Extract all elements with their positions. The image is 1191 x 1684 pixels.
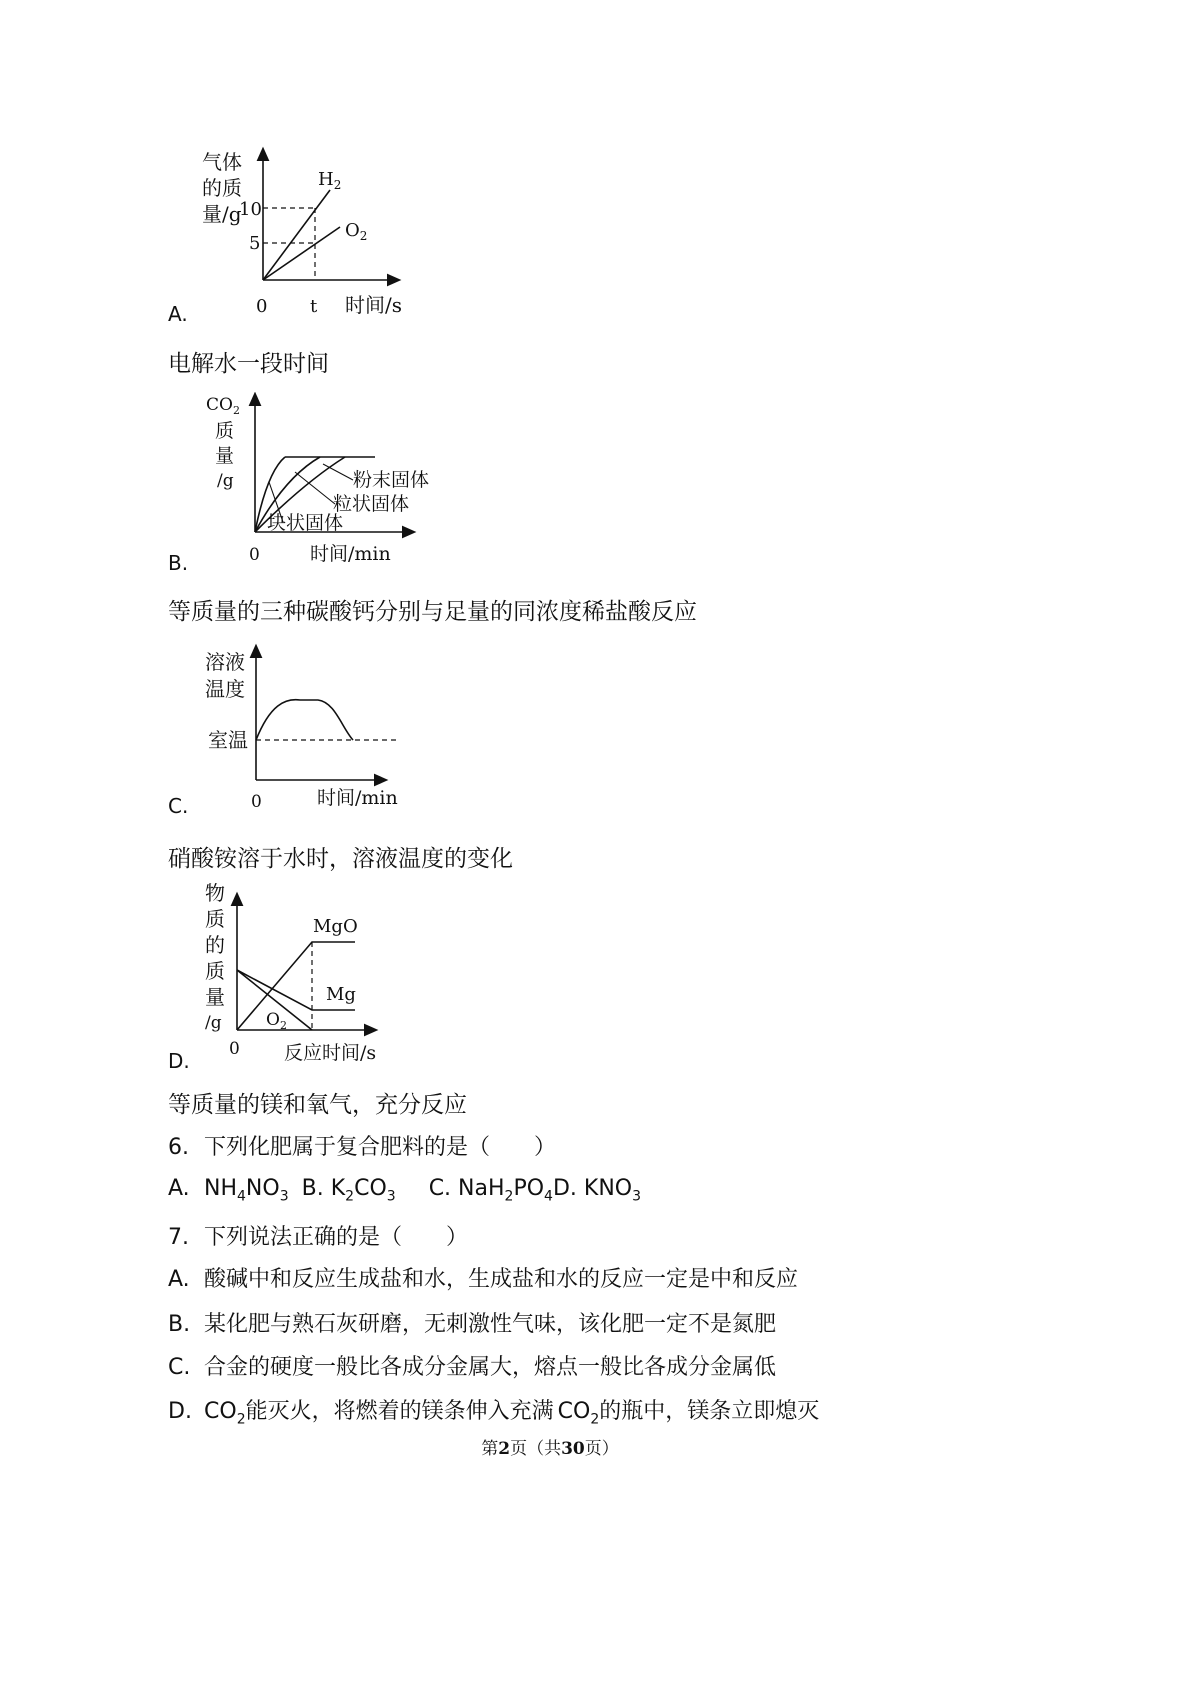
y-label-line5: 量	[205, 985, 225, 1009]
x-label: 反应时间/s	[284, 1042, 377, 1064]
y-label-line1: 溶液	[205, 650, 245, 674]
room-temp-label: 室温	[208, 728, 248, 752]
option-letter: B.	[301, 1176, 324, 1201]
h2-line	[263, 190, 330, 280]
question-7-option-b: B. 某化肥与熟石灰研磨，无刺激性气味，该化肥一定不是氮肥	[168, 1312, 777, 1337]
series-o2-label: $O_2$	[345, 220, 368, 243]
question-6-options	[168, 1176, 641, 1204]
figure-b-caco3-graph	[195, 392, 455, 572]
option-b-formula: $K_2CO_3$	[330, 1176, 396, 1205]
option-b-letter: B.	[168, 551, 189, 575]
tick-10: 10	[239, 199, 262, 220]
x-label: 时间/s	[345, 293, 403, 317]
y-label-line1: 气体	[202, 150, 242, 174]
origin: 0	[249, 545, 260, 565]
option-a-caption: 电解水一段时间	[168, 351, 329, 377]
y-label-line2: 的质	[202, 176, 242, 200]
series-granular-label: 粒状固体	[333, 493, 410, 515]
page-footer: 第2页（共30页）	[481, 1439, 619, 1459]
x-label: 时间/min	[310, 543, 391, 565]
series-powder-label: 粉末固体	[353, 469, 430, 491]
y-label-line1: 物	[205, 881, 225, 905]
figure-c-temperature-graph	[200, 640, 420, 815]
option-a-formula: $NH_4NO_3$	[204, 1176, 289, 1205]
origin: 0	[256, 296, 268, 317]
question-7-option-d: D. $CO_2$能灭火，将燃着的镁条伸入充满 $CO_2$的瓶中，镁条立即熄灭	[168, 1399, 820, 1428]
tick-t: t	[310, 296, 318, 317]
option-d-formula: $KNO_3$	[583, 1176, 642, 1205]
figure-d-mg-o2-graph	[200, 880, 400, 1070]
question-7-option-c: C. 合金的硬度一般比各成分金属大，熔点一般比各成分金属低	[168, 1355, 777, 1380]
y-label-line4: /g	[217, 471, 234, 491]
question-text: 下列化肥属于复合肥料的是（ ）	[204, 1135, 557, 1160]
option-letter: A.	[168, 1176, 190, 1201]
y-label-line3: 量	[215, 445, 235, 467]
x-label: 时间/min	[317, 787, 398, 809]
figure-a-electrolysis-graph	[190, 145, 430, 320]
tick-5: 5	[249, 233, 261, 254]
question-text: 下列说法正确的是（ ）	[204, 1225, 469, 1250]
question-7	[168, 1220, 468, 1251]
o2-line	[263, 227, 340, 280]
option-c-caption: 硝酸铵溶于水时，溶液温度的变化	[168, 846, 513, 872]
y-label-line2: 温度	[205, 677, 245, 701]
series-block-label: 块状固体	[267, 512, 344, 534]
option-c-letter: C.	[168, 794, 189, 818]
y-label-line4: 质	[205, 959, 225, 983]
y-label-co2: $CO_2$	[206, 395, 240, 417]
option-letter: C.	[428, 1176, 452, 1201]
origin: 0	[229, 1039, 240, 1059]
question-7-option-a: A. 酸碱中和反应生成盐和水，生成盐和水的反应一定是中和反应	[168, 1267, 799, 1292]
option-d-caption: 等质量的镁和氧气，充分反应	[168, 1092, 467, 1118]
question-number: 7.	[168, 1225, 189, 1250]
y-label-line6: /g	[205, 1013, 222, 1033]
option-letter: D.	[552, 1176, 577, 1201]
y-label-line2: 质	[205, 907, 225, 931]
question-6	[168, 1130, 556, 1161]
option-a-letter: A.	[168, 302, 188, 326]
y-label-line2: 质	[215, 420, 235, 442]
option-b-caption: 等质量的三种碳酸钙分别与足量的同浓度稀盐酸反应	[168, 599, 697, 625]
series-h2-label: $H_2$	[318, 169, 342, 192]
series-mg-label: Mg	[326, 984, 356, 1005]
series-mgo-label: MgO	[313, 916, 358, 937]
series-o2-label: $O_2$	[266, 1010, 287, 1032]
option-d-letter: D.	[168, 1049, 190, 1073]
option-c-formula: $NaH_2PO_4$	[458, 1176, 553, 1205]
question-number: 6.	[168, 1135, 189, 1160]
y-label-line3: 的	[205, 933, 225, 957]
temperature-curve	[256, 700, 353, 740]
origin: 0	[251, 792, 262, 812]
y-label-line3: 量/g	[202, 202, 242, 226]
